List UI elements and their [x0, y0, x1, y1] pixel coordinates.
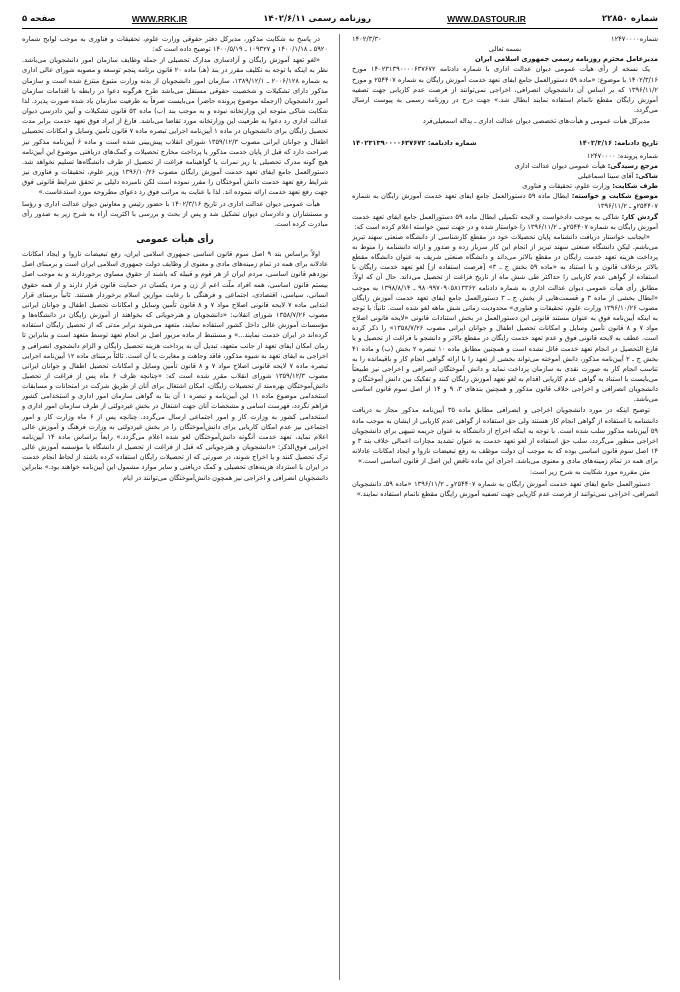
process-value: شاکی به موجب دادخواست و لایحه تکمیلی ابطال ماده ۵۹ دستورالعمل جامع ایفای تعهد خدمت آموزش رایگان به شماره ۲۵۴۴۰۷و ـ ۱۳۹۶/۱۱/۲ را خواستار شده و در جهت تبیین خواسته اعلام کرده است که: — [352, 212, 658, 231]
subject-label: موضوع شکایت و خواسته: — [571, 192, 658, 201]
plaintiff-label: شاکی: — [635, 171, 658, 180]
regulation-text-intro: متن مقرره مورد شکایت به شرح زیر است: — [529, 468, 650, 477]
authority-value: هیأت عمومی دیوان عدالت اداری — [514, 161, 606, 170]
addressee: مدیرعامل محترم روزنامه رسمی جمهوری اسلامی ایران — [474, 55, 658, 64]
subject-value: ابطال ماده ۵۹ دستورالعمل جامع ایفای تعهد خدمت آموزش رایگان به شماره ۲۵۴۴۰۷و ـ ۱۳۹۶/۱۱/۲ — [352, 192, 658, 211]
header-divider — [22, 28, 658, 29]
subject-line — [352, 191, 658, 211]
reference-line — [352, 34, 658, 44]
verdict-number: شماره دادنامه: ۱۴۰۲۳۱۳۹۰۰۰۰۶۳۷۶۷۲ — [352, 139, 477, 148]
page-header — [22, 12, 658, 26]
page-number: صفحه ۵ — [22, 14, 56, 24]
plaintiff-value: آقای سینا اسماعیلی — [578, 171, 634, 180]
issue-number: شماره ۲۲۸۵۰ — [601, 14, 658, 24]
plaintiff-line — [352, 171, 658, 181]
session-paragraph: هیأت عمومی دیوان عدالت اداری در تاریخ ۱۴۰۲/۳/۱۶ با حضور رئیس و معاونین دیوان عدالت اداری و رؤسا و مستشاران و دادرسان دیوان تشکیل شد و پس از بحث و بررسی با اکثریت آراء به شرح زیر به صدور رأی مبادرت کرده است. — [22, 199, 328, 228]
defendant-value: وزارت علوم، تحقیقات و فناوری — [522, 182, 611, 191]
reference-number: شماره۱۲۴۷۰۰۰۰ — [611, 35, 658, 43]
left-column — [22, 34, 328, 982]
ministry-response-intro: در پاسخ به شکایت مذکور، مدیرکل دفتر حقوقی وزارت علوم، تحقیقات و فناوری به موجب لوایح شماره ۵۹۲۰ ـ ۱۴۰۰/۱/۱۸ و ۱۰۹۳۲۷ ـ ۱۴۰۰/۵/۱۹ توضیح داده است که: — [22, 35, 328, 54]
authority-line — [352, 161, 658, 171]
gazette-date: روزنامه رسمی ۱۴۰۲/۶/۱۱ — [263, 14, 372, 24]
signature-line: مدیرکل هیأت عمومی و هیأت‌های تخصصی دیوان عدالت اداری ـ یداله اسمعیلی‌فرد — [422, 117, 650, 126]
basmala: بسمه تعالی — [488, 45, 522, 54]
regulation-text: دستورالعمل جامع ایفای تعهد خدمت آموزش رایگان به شماره ۲۵۴۴۰۷و ـ ۱۳۹۶/۱۱/۲ «ماده ۵۹ـ دانشجویان انصرافی، اخراجی نمی‌توانند از فرصت عدم کاریابی جهت تصفیه آموزش رایگان مقطع ناتمام استفاده نمایند.» — [352, 479, 658, 498]
cover-letter-text: یک نسخه از رأی هیأت عمومی دیوان عدالت اداری با شماره دادنامه ۱۴۰۲۳۱۳۹۰۰۰۰۶۳۷۶۷۲ مورخ ۱۴۰۲/۳/۱۶ با موضوع: «ماده ۵۹ دستورالعمل جامع ایفای تعهد خدمت آموزش رایگان به شماره ۲۵۴۴۰۷ و مورخ ۱۳۹۶/۱۱/۲ که بر اساس آن دانشجویان انصرافی، اخراجی نمی‌توانند از فرصت عدم کاریابی جهت تصفیه آموزش رایگان مقطع ناتمام استفاده نمایند ابطال شد.» جهت درج در روزنامه رسمی به پیوست ارسال می‌گردد. — [352, 65, 658, 115]
complaint-quote-continued: توضیح اینکه در مورد دانشجویان اخراجی و انصرافی مطابق ماده ۳۵ آیین‌نامه مذکور مجاز به دریافت دانشنامه با استفاده از گواهی انجام کار هستند ولی حق استفاده از گواهی عدم کاریابی از ایشان به موجب ماده ۵۹ آیین‌نامه مذکور سلب شده است. با توجه به اینکه اخراج از دانشگاه به عنوان جریمه تنبیهی برای دانشجویان اخراجی منظور می‌گردد، سلب حق استفاده از لغو تعهد خدمت به عنوان تشدید مجازات اعمالی خلاف بند ۳ و ۱۴ اصل سوم قانون اساسی بوده که به موجب آن دولت موظف به رفع تبعیضات ناروا و ایجاد امکانات عادلانه برای همه در تمام زمینه‌های مادی و معنوی می‌باشد. اجرای این ماده ناقض این اصل از قانون اساسی است.» — [352, 406, 658, 466]
ruling-title: رأی هیأت عمومی — [136, 234, 214, 245]
verdict-meta — [352, 138, 658, 148]
process-label: گردش کار: — [621, 212, 658, 221]
dastour-site-link[interactable]: WWW.DASTOUR.IR — [447, 14, 526, 24]
defendant-label: طرف شکایت: — [612, 182, 658, 191]
defendant-line — [352, 181, 658, 191]
column-divider — [339, 34, 340, 980]
ministry-response: «لغو تعهد آموزش رایگان و آزادسازی مدارک تحصیلی از جمله وظایف سازمان امور دانشجویان می‌باشد. نظر به اینکه با توجه به تکلیف مقرر در بند (هـ) ماده ۲۰ قانون برنامه پنجم توسعه و مصوبه شورای عالی اداری به شماره ۲۰۰۶/۱۲۸ ـ ۱۳۸۹/۱۲/۱، سازمان امور دانشجویان از بدنه وزارت متبوع منتزع شده است و سازمان مذکور دارای تشکیلات و شخصیت حقوقی مستقل می‌باشد طرح هرگونه دعوا در رابطه با اقدامات سازمان امور دانشجویان (ازجمله موضوع پرونده حاضر) می‌بایست صرفاً به طرفیت سازمان یاد شده صورت پذیرد. لذا شکایت شاکی متوجه این وزارتخانه نبوده و به موجب بند (ب) ماده ۵۳ قانون تشکیلات و آیین دادرسی دیوان عدالت اداری رد دعوا به طرفیت این وزارتخانه مورد تقاضا می‌باشد. فارغ از ایراد فوق تعهد خدمت برابر مدت تحصیل رایگان برای دانشجویان در ماده ۱ آیین‌نامه اجرایی تبصره ماده ۷ قانون تأمین وسایل و امکانات تحصیلی اطفال و جوانان ایرانی مصوب ۱۳۵۹/۱۲/۳ شورای انقلاب پیش‌بینی شده است و ماده ۶ آیین‌نامه مذکور نیز صراحت دارد که قبل از پایان خدمت مذکور یا پرداخت مخارج تحصیلات و کمک‌های دریافتی موضوع این آیین‌نامه هیچ گونه مدرک تحصیلی یا ریز نمرات یا گواهینامه فراغت از تحصیل از طرف دانشگاه‌ها تسلیم نخواهد شد. دستورالعمل جامع ایفای تعهد خدمت آموزش رایگان مصوب ۱۳۹۶/۱۰/۲۶ وزیر علوم، تحقیقات و فناوری نیز شرایط رفع تعهد خدمت دانش آموختگان را مقرر نموده است لکن نامبرده دلیلی بر تحقق شرایط قانونی فوق جهت رفع تعهد خدمت ارائه ننموده اند. لذا با عنایت به مراتب فوق رد دعوای مطروحه مورد استدعاست.» — [22, 56, 328, 197]
complaint-quote: «ایجانب خواستار دریافت دانشنامه پایان تحصیلات خود در مقطع کارشناسی از دانشگاه صنعتی سهند تبریز می‌باشم. لیکن دانشگاه صنعتی سهند تبریز از انجام این کار سرباز زده و صدور و ارائه دانشنامه را منوط به پرداخت هزینه تعهد خدمت رایگان در مقطع بالاتر می‌داند و دانشگاه صنعتی شریف به عنوان دانشگاه مقطع بالاتر برخلاف قانون و با استناد به «ماده ۵۹ بخش ج ـ ۳» [فرصت استفاده از] لغو تعهد خدمت رایگان با استفاده از گواهی عدم کاریابی را حداکثر طی شش ماه از تاریخ فراغت از تحصیل می‌داند. حال آن که اولاً: مطابق رأی هیأت عمومی دیوان عدالت اداری به شماره دادنامه ۹۸۰۹۹۷۰۹۰۵۸۱۳۳۶۲ ـ ۱۳۹۸/۸/۱۴ به موجب «ابطال بخشی از ماده ۳ و قسمت‌هایی از بخش ج ـ ۳ دستورالعمل جامع ایفای تعهد خدمت آموزش رایگان مصوب ۱۳۹۶/۱۰/۲۶ وزارت علوم، تحقیقات و فناوری» محدودیت زمانی شش ماهه لغو شده است. ثانیاً: با توجه به اینکه آیین‌نامه فوق به عنوان مستند قانونی این دستورالعمل در بخش استنادات قانونی «لایحه قانونی اصلاح مواد ۷ و ۸ قانون تأمین وسایل و امکانات تحصیل اطفال و جوانان ایرانی مصوب ۱۳۵۸/۷/۲۶» را ذکر کرده است. عطف به لایحه قانونی فوق و عدم تعهد خدمت رایگان در مقطع بالاتر و دانشجو با فراغت از تحصیل و یا فارغ التحصیل در انجام تعهد خدمت قائل نشده است و همچنین مطابق ماده ۱۰ تبصره ۲ بخش (ب) و ماده ۴۱ بخش ج ـ ۲ آیین‌نامه مذکور، دانش آموخته می‌تواند بخشی از تعهد را با ارائه گواهی انجام کار و باقیمانده را به تناسب انجام کار به صورت نقدی به سازمان پرداخت نماید و دانش آموختگان انصرافی و اخراجی نیز طبیعتاً می‌بایست با استناد به گواهی عدم کاریابی اقدام به لغو تعهد آموزش رایگان کنند و تفکیک بین دانش آموختگان و دانشجویان انصرافی و اخراجی خلاف قانون مذکور و همچنین بندهای ۳، ۹ و ۱۴ از اصل سوم قانون اساسی می‌باشد. — [352, 232, 658, 404]
rrk-site-link[interactable]: WWW.RRK.IR — [131, 14, 188, 24]
verdict-date: تاریخ دادنامه: ۱۴۰۲/۳/۱۶ — [578, 139, 658, 148]
process-line — [352, 212, 658, 232]
case-number: شماره پرونده: ۱۲۴۷۰۰۰۰ — [586, 151, 658, 160]
right-column — [352, 34, 658, 982]
reference-date: ۱۴۰۲/۳/۳۰ — [352, 35, 382, 43]
authority-label: مرجع رسیدگی: — [607, 161, 658, 170]
ruling-text: اولاً براساس بند ۹ اصل سوم قانون اساسی جمهوری اسلامی ایران، رفع تبعیضات ناروا و ایجاد امکانات عادلانه برای همه در تمام زمینه‌های مادی و معنوی از وظایف دولت جمهوری اسلامی ایران است و برمبنای اصل نوزدهم قانون اساسی، مردم ایران از هر قوم و قبیله که باشند از حقوق مساوی برخوردارند و به موجب اصل بیستم قانون اساسی، همه افراد ملّت اعم از زن و مرد یکسان در حمایت قانون قرار دارند و از همه حقوق انسانی، سیاسی، اقتصادی، اجتماعی و فرهنگی با رعایت موازین اسلام برخوردار هستند. ثانیاً برمبنای قرار ابتدایی ماده ۷ لایحه قانونی اصلاح مواد ۷ و ۸ قانون تأمین وسایل و امکانات تحصیل اطفال و جوانان ایرانی مصوب ۱۳۵۸/۷/۲۶ شورای انقلاب: «دانشجویان و هنرجویانی که بخواهند از آموزش رایگان در دانشگاه‌ها و مؤسسات آموزش عالی داخل کشور استفاده نمایند، متعهد می‌شوند برابر مدتی که از تحصیل رایگان استفاده کرده‌اند در ایران خدمت نمایند...» و مستنبط از ماده مزبور اصل بر انجام تعهد توسط متعهد است و بنابراین تا زمان امکان ایفای تعهد از جانب متعهد، تبدیل آن به پرداخت هزینه تحصیل رایگان و الزام دانشجوی انصرافی و اخراجی به ایفای تعهد به شیوه مذکور، فاقد وجاهت و مغایرت با آن است. ثالثاً برمبنای ماده ۱۲ آیین‌نامه اجرایی تبصره ماده ۷ لایحه قانونی اصلاح مواد ۷ و ۸ قانون تأمین وسایل و امکانات تحصیل اطفال و جوانان ایرانی مصوب ۱۳۵۹/۱۲/۳ شورای انقلاب مقرر شده است که: «چنانچه ظرف ۶ ماه پس از فراغت از تحصیل دانش‌آموختگان بهره‌مند از تحصیلات رایگان، امکان اشتغال برای آنان از طریق شرکت در امتحانات و مسابقات استخدامی موضوع ماده ۱۱ این آیین‌نامه و تبصره ۱ آن بنا به گواهی سازمان امور اداری و استخدامی کشور فراهم نگردد، فهرست اسامی و مشخصات آنان جهت اشتغال در بخش غیردولتی از طرف سازمان امور اداری و استخدامی کشور به وزارت کار و امور اجتماعی ارسال می‌گردد. چنانچه پس از ۶ ماه وزارت کار و امور اجتماعی نیز عدم امکان کاریابی برای دانش‌آموختگان را در بخش غیردولتی به وزارت فرهنگ و آموزش عالی اعلام نماید، تعهد خدمت آنگونه دانش‌آموختگان لغو شده اعلام می‌گردد.» رابعاً براساس ماده ۱۴ آیین‌نامه اجرایی فوق‌الذکر: «دانشجویان و هنرجویانی که قبل از فراغت از تحصیل از دانشگاه یا مؤسسه آموزش عالی ترک تحصیل کنند و یا اخراج شوند، در صورتی که از تحصیلات رایگان استفاده کرده باشند از لحاظ انجام خدمت در ایران یا استرداد هزینه‌های تحصیلی و کمک دریافتی و سایر موارد مشمول این آیین‌نامه خواهند بود.» بنابراین دانشجویان انصرافی و اخراجی نیز همچون دانش‌آموختگان می‌توانند در ایام — [22, 250, 328, 482]
